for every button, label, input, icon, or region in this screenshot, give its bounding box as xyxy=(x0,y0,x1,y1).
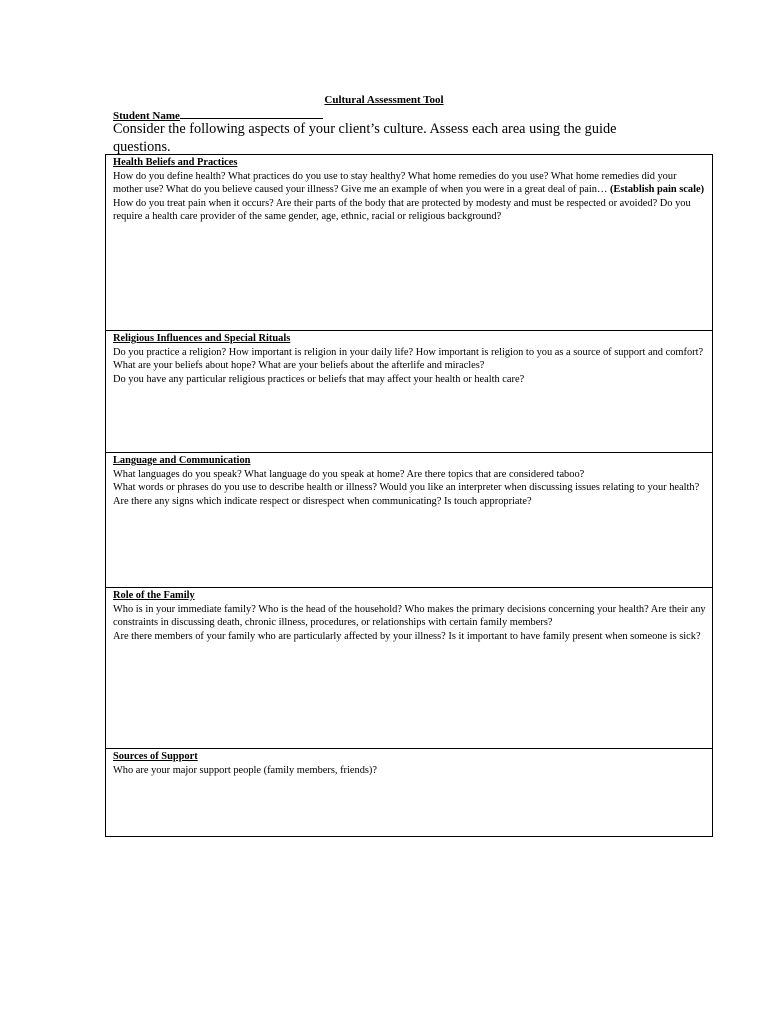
section-questions xyxy=(113,346,706,387)
assessment-table xyxy=(105,154,713,837)
question-text: Do you practice a religion? How important is religion in your daily life? How important is religion to you as a source of support and comfort? What are your beliefs about hope? What are your beliefs about the afterlife and miracles? xyxy=(113,346,704,371)
document-title: Cultural Assessment Tool xyxy=(324,94,444,106)
section-questions xyxy=(113,468,706,509)
section-questions xyxy=(113,764,706,778)
question-emphasis: (Establish pain scale) xyxy=(609,184,705,195)
question-text: How do you define health? What practices do you use to stay healthy? What home remedies do you use? What home remedies did your mother use? What do you believe caused your illness? Give me an example of when you were in a great deal of pain… xyxy=(113,170,677,195)
section-heading: Religious Influences and Special Rituals xyxy=(113,333,291,344)
student-name-label: Student Name xyxy=(113,110,180,122)
question-text: What languages do you speak? What language do you speak at home? Are there topics that are considered taboo? xyxy=(113,468,585,480)
section-heading: Language and Communication xyxy=(113,455,251,466)
question-text: What words or phrases do you use to describe health or illness? Would you like an interpreter when discussing issues relating to your health? Are there any signs which indicate respect or disrespect when communicating? Is touch appropriate? xyxy=(113,482,700,507)
section-sources-of-support[interactable] xyxy=(106,749,712,837)
section-health-beliefs[interactable] xyxy=(106,155,712,331)
section-questions xyxy=(113,170,706,224)
section-language-communication[interactable] xyxy=(106,453,712,588)
student-name-blank-line[interactable] xyxy=(180,107,323,119)
section-questions xyxy=(113,603,706,644)
section-heading: Role of the Family xyxy=(113,590,195,601)
section-heading: Health Beliefs and Practices xyxy=(113,157,238,168)
section-religious-influences[interactable] xyxy=(106,331,712,453)
intro-text: Consider the following aspects of your client’s culture. Assess each area using the guide questions. xyxy=(113,121,617,155)
question-text: How do you treat pain when it occurs? Are their parts of the body that are protected by modesty and must be respected or avoided? Do you require a health care provider of the same gender, age, ethnic, racial or religious background? xyxy=(113,197,691,222)
question-text: Who are your major support people (family members, friends)? xyxy=(113,764,378,776)
section-role-of-family[interactable] xyxy=(106,588,712,749)
section-heading: Sources of Support xyxy=(113,751,198,762)
question-text: Are there members of your family who are particularly affected by your illness? Is it important to have family present when someone is sick? xyxy=(113,630,701,642)
question-text: Do you have any particular religious practices or beliefs that may affect your health or health care? xyxy=(113,373,525,385)
question-text: Who is in your immediate family? Who is the head of the household? Who makes the primary decisions concerning your health? Are their any constraints in discussing death, chronic illness, procedures, or relationships with certain family members? xyxy=(113,603,706,628)
